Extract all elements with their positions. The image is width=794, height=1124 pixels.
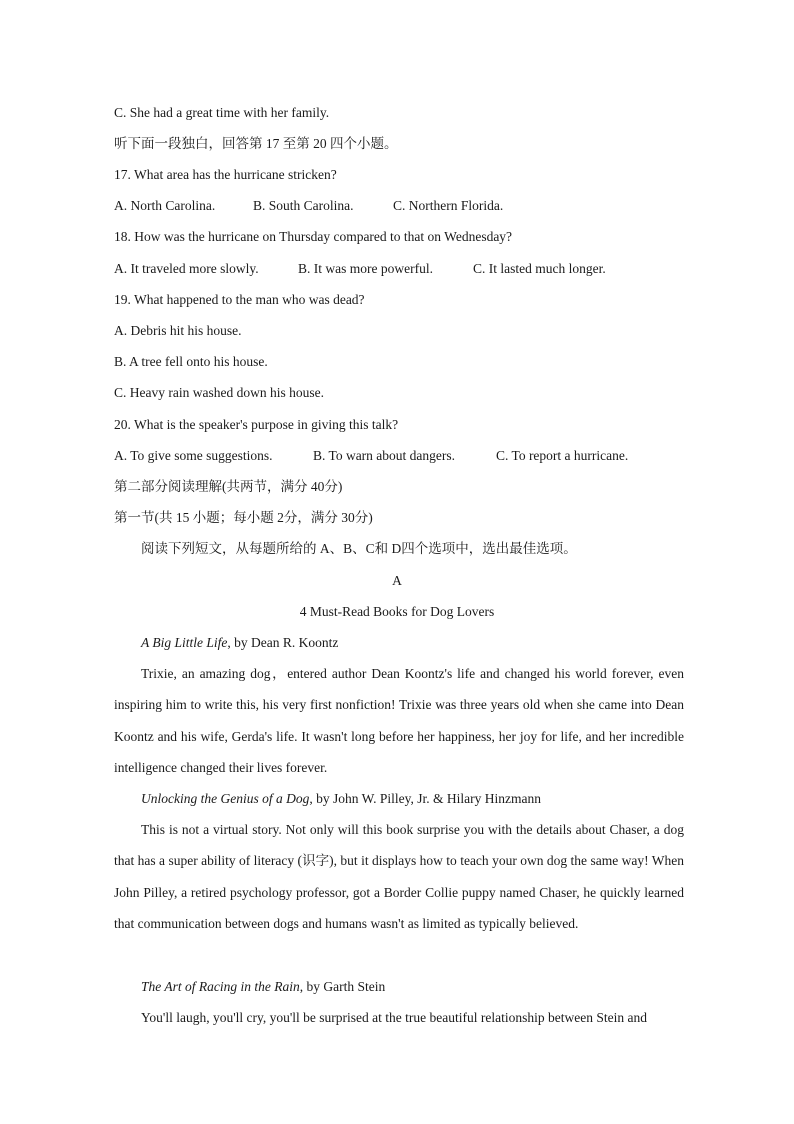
option-b: B. To warn about dangers.	[313, 448, 456, 463]
book-description: This is not a virtual story. Not only will this book surprise you with the details about Chaser, a dog that has a super ability of literacy (识字), but it displays how to teach your own dog the same way! When John Pilley, a retired psychology professor, got a Border Collie puppy named Chaser, he quickly learned that communication between dogs and humans wasn't as limited as typically believed.	[114, 822, 684, 931]
reading-instruction: 阅读下列短文，从每题所给的 A、B、C和 D四个选项中，选出最佳选项。	[141, 541, 577, 556]
book-title: A Big Little Life	[141, 635, 228, 650]
question-stem: 20. What is the speaker's purpose in giving this talk?	[114, 417, 399, 432]
option-c: C. To report a hurricane.	[496, 448, 629, 463]
question-stem: 17. What area has the hurricane stricken?	[114, 167, 337, 182]
option-c: C. It lasted much longer.	[473, 261, 606, 276]
book-byline: , by John W. Pilley, Jr. & Hilary Hinzmann	[309, 791, 541, 806]
question-options	[114, 447, 628, 465]
book-heading	[141, 790, 541, 808]
passage-letter: A	[392, 573, 402, 588]
question-options	[114, 197, 503, 215]
book-description: You'll laugh, you'll cry, you'll be surprised at the true beautiful relationship between Stein and	[141, 1010, 647, 1025]
question-stem: 19. What happened to the man who was dead?	[114, 292, 365, 307]
option-a: A. To give some suggestions.	[114, 448, 273, 463]
book-title: The Art of Racing in the Rain	[141, 979, 300, 994]
option-a: A. North Carolina.	[114, 198, 216, 213]
book-description: Trixie, an amazing dog，entered author Dean Koontz's life and changed his world forever, even inspiring him to write this, his very first nonfiction! Trixie was three years old when she came into Dean Koontz and his wife, Gerda's life. It wasn't long before her happiness, her joy for life, and her incredible intelligence changed their lives forever.	[114, 666, 684, 775]
book-byline: , by Garth Stein	[299, 979, 386, 994]
option-c: C. Heavy rain washed down his house.	[114, 385, 324, 400]
passage-title: 4 Must-Read Books for Dog Lovers	[299, 604, 495, 619]
option-b: B. It was more powerful.	[298, 261, 433, 276]
book-title: Unlocking the Genius of a Dog	[141, 791, 310, 806]
q16-option-c: C. She had a great time with her family.	[114, 105, 330, 120]
question-stem: 18. How was the hurricane on Thursday compared to that on Wednesday?	[114, 229, 513, 244]
book-heading	[141, 634, 338, 652]
section1-heading: 第一节(共 15 小题；每小题 2分，满分 30分)	[114, 510, 373, 525]
option-a: A. It traveled more slowly.	[114, 261, 259, 276]
part2-heading: 第二部分阅读理解(共两节，满分 40分)	[114, 479, 343, 494]
question-options	[114, 260, 606, 278]
option-a: A. Debris hit his house.	[114, 323, 242, 338]
book-heading	[141, 978, 385, 996]
option-b: B. South Carolina.	[253, 198, 354, 213]
book-byline: , by Dean R. Koontz	[227, 635, 339, 650]
monologue-instruction: 听下面一段独白，回答第 17 至第 20 四个小题。	[114, 136, 398, 151]
option-c: C. Northern Florida.	[393, 198, 504, 213]
option-b: B. A tree fell onto his house.	[114, 354, 268, 369]
